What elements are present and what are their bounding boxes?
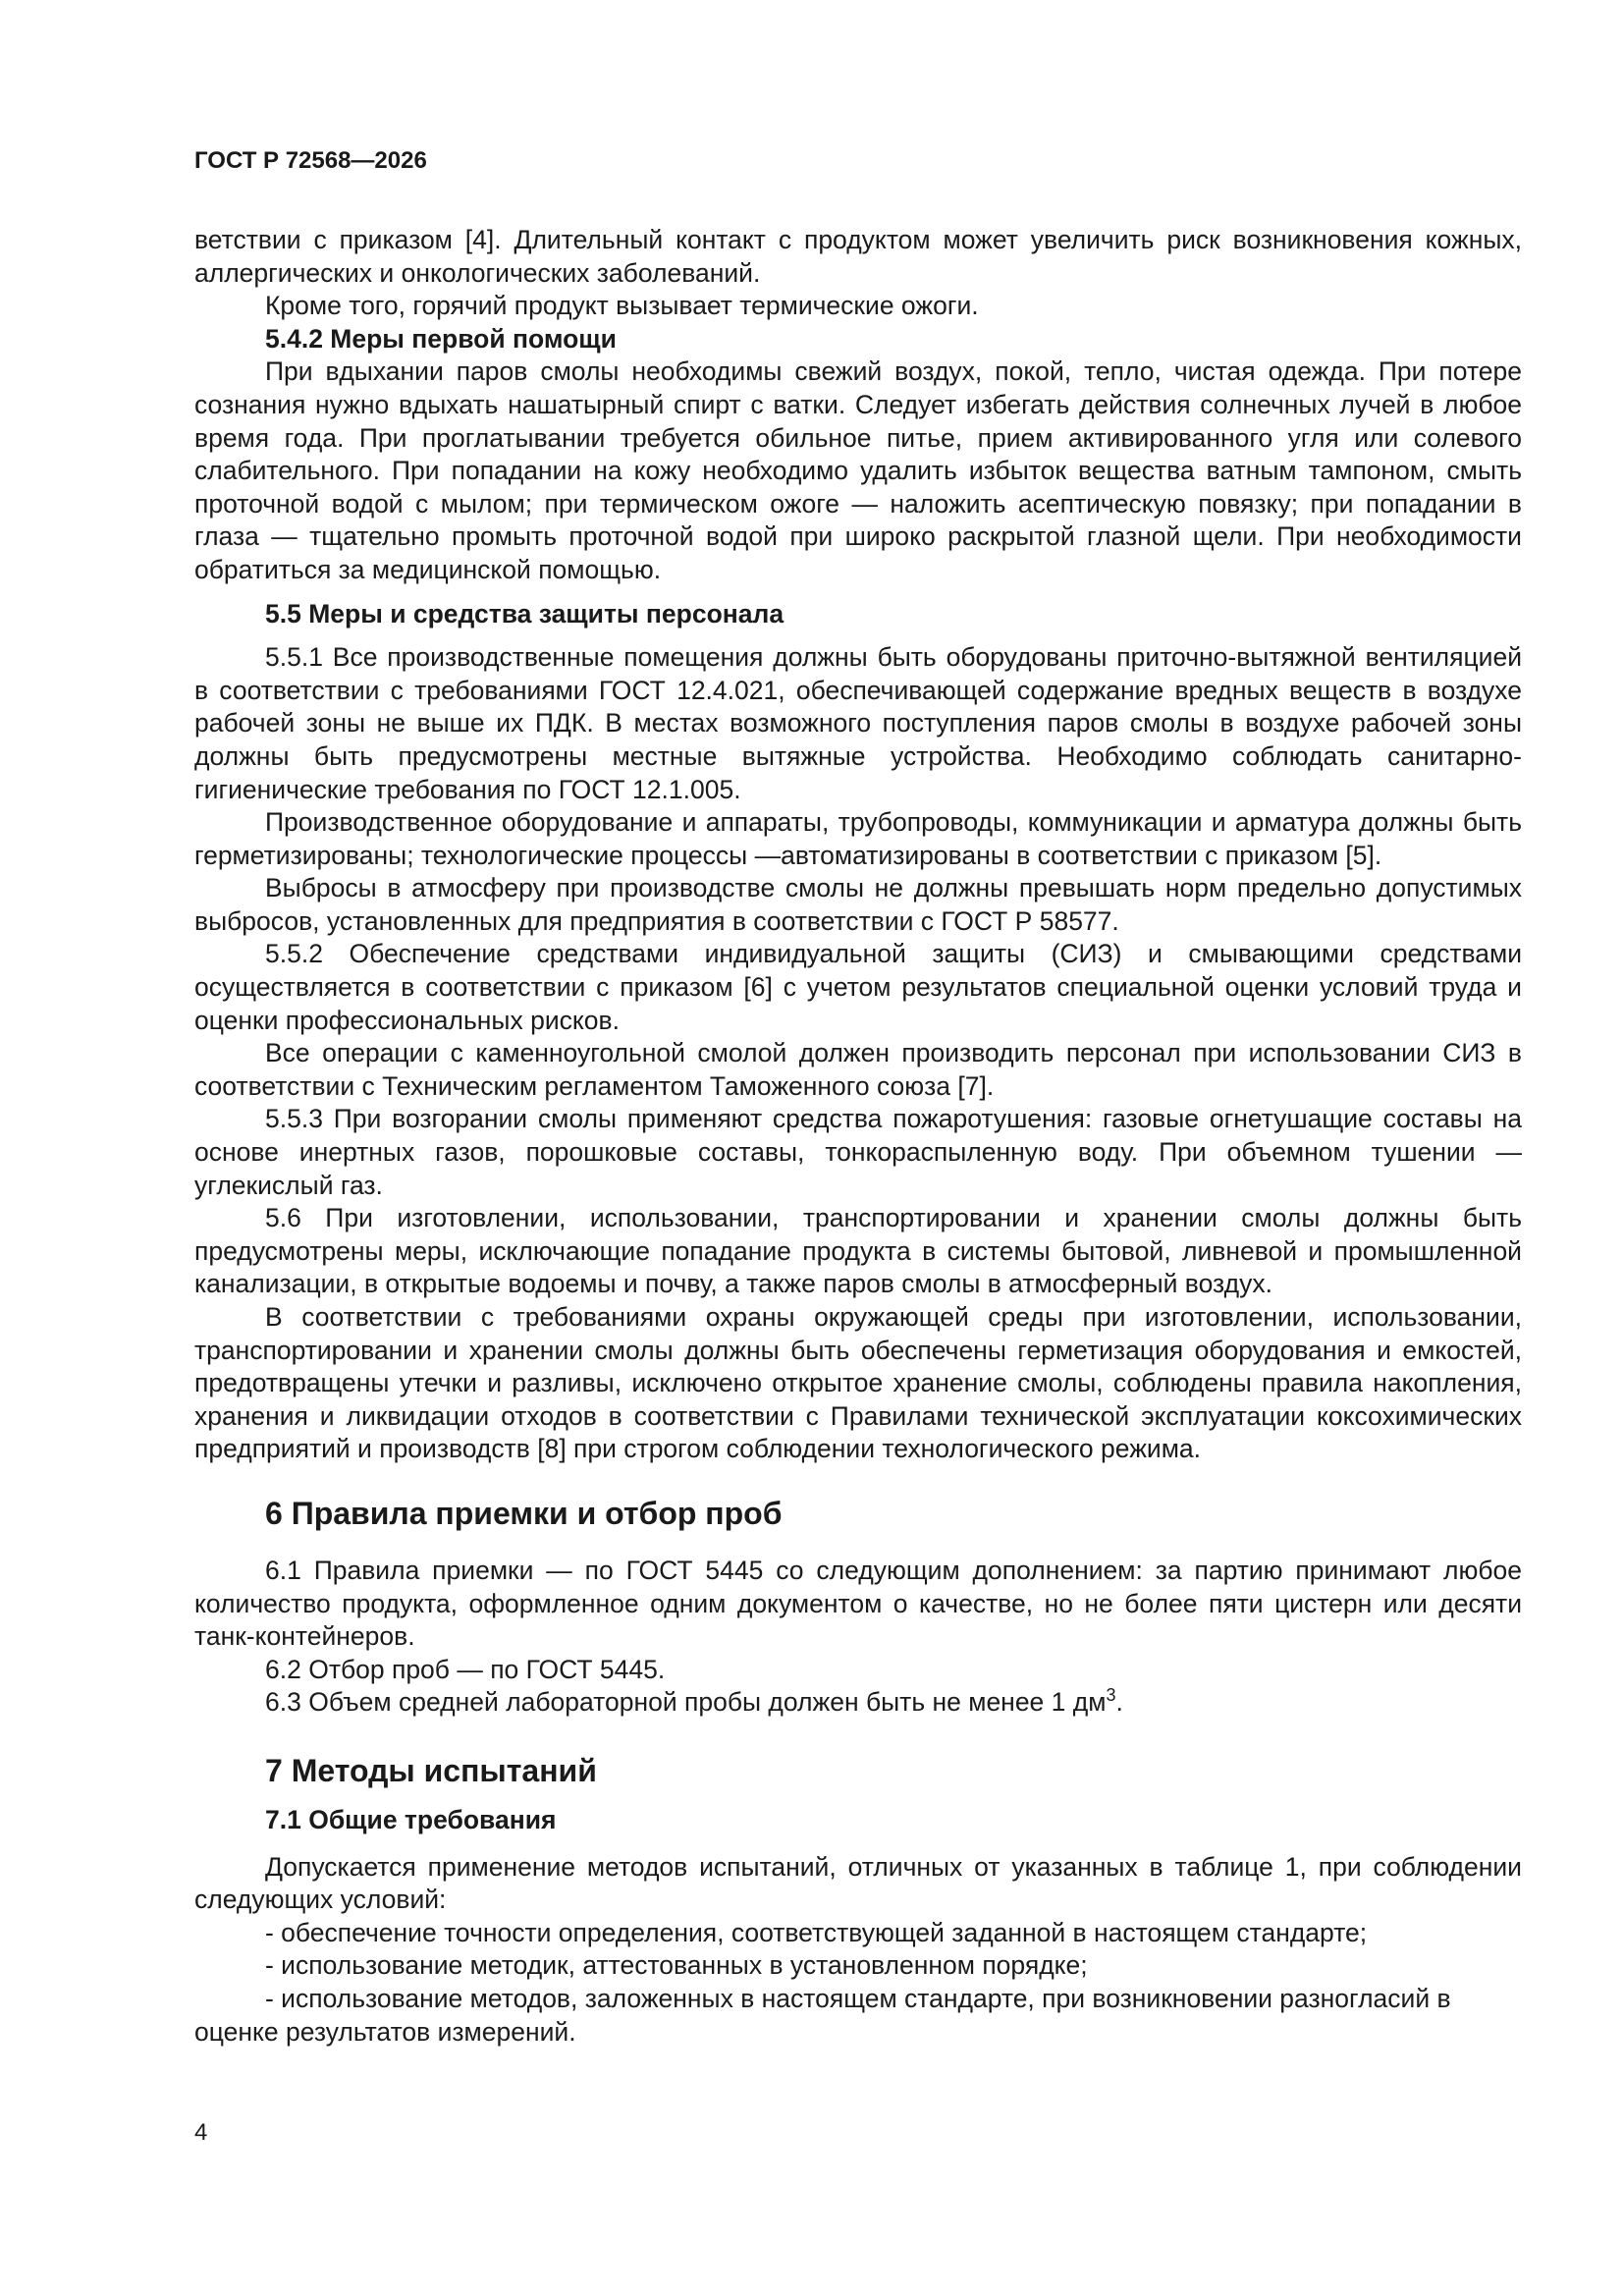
- paragraph-text-end: .: [1115, 1687, 1123, 1718]
- list-item: - обеспечение точности определения, соответствующей заданной в настоящем стандарте;: [265, 1917, 1368, 1947]
- paragraph: 5.6 При изготовлении, использовании, транспортировании и хранении смолы должны быть предусмотрены меры, исключающие попадание продукта в системы бытовой, ливневой и промышленной канализации, в открытые водоемы и почву, а также паров смолы в атмосферный воздух.: [194, 1203, 1522, 1299]
- paragraph: Допускается применение методов испытаний, отличных от указанных в таблице 1, при соблюдении следующих условий:: [194, 1851, 1522, 1915]
- paragraph: 5.5.2 Обеспечение средствами индивидуальной защиты (СИЗ) и смывающими средствами осуществляется в соответствии с приказом [6] с учетом результатов специальной оценки условий труда и оценки профессиональных рисков.: [194, 939, 1522, 1035]
- list-item-continuation: оценке результатов измерений.: [194, 2016, 576, 2047]
- superscript: 3: [1106, 1685, 1116, 1706]
- paragraph: 6.1 Правила приемки — по ГОСТ 5445 со следующим дополнением: за партию принимают любое количество продукта, оформленное одним документом о качестве, но не более пяти цистерн или десяти танк-контейнеров.: [194, 1555, 1522, 1652]
- paragraph: [194, 1686, 1522, 1720]
- document-body: [194, 224, 1522, 2049]
- paragraph: 5.5.1 Все производственные помещения должны быть оборудованы приточно-вытяжной вентиляцией в соответствии с требованиями ГОСТ 12.4.021, обеспечивающей содержание вредных веществ в воздухе рабочей зоны не выше их ПДК. В местах возможного поступления паров смолы в воздухе рабочей зоны должны быть предусмотрены местные вытяжные устройства. Необходимо соблюдать санитарно-гигиенические требования по ГОСТ 12.1.005.: [194, 642, 1522, 804]
- subsection-heading-7-1: 7.1 Общие требования: [265, 1804, 557, 1834]
- paragraph: ветствии с приказом [4]. Длительный контакт с продуктом может увеличить риск возникновения кожных, аллергических и онкологических заболеваний.: [194, 225, 1522, 288]
- page-number: 4: [194, 2119, 208, 2146]
- paragraph: Производственное оборудование и аппараты, трубопроводы, коммуникации и арматура должны быть герметизированы; технологические процессы —автоматизированы в соответствии с приказом [5].: [194, 807, 1522, 870]
- section-heading-7: 7 Методы испытаний: [265, 1752, 597, 1788]
- section-heading-6: 6 Правила приемки и отбор проб: [265, 1495, 783, 1531]
- list-item: [194, 1983, 1522, 2049]
- list-item-text: - использование методов, заложенных в настоящем стандарте, при возникновении разногласий в: [265, 1983, 1451, 2013]
- paragraph: Выбросы в атмосферу при производстве смолы не должны превышать норм предельно допустимых выбросов, установленных для предприятия в соответствии с ГОСТ Р 58577.: [194, 873, 1522, 936]
- paragraph: Все операции с каменноугольной смолой должен производить персонал при использовании СИЗ в соответствии с Техническим регламентом Таможенного союза [7].: [194, 1038, 1522, 1101]
- subsection-heading-5-4-2: 5.4.2 Меры первой помощи: [265, 323, 617, 354]
- paragraph-text: 6.3 Объем средней лабораторной пробы должен быть не менее 1 дм: [265, 1687, 1107, 1718]
- requirements-list: [194, 1917, 1522, 2049]
- document-header: ГОСТ Р 72568—2026: [194, 147, 427, 174]
- paragraph: Кроме того, горячий продукт вызывает термические ожоги.: [265, 291, 979, 321]
- paragraph: 5.5.3 При возгорании смолы применяют средства пожаротушения: газовые огнетушащие составы на основе инертных газов, порошковые составы, тонкораспыленную воду. При объемном тушении — углекислый газ.: [194, 1104, 1522, 1200]
- paragraph: В соответствии с требованиями охраны окружающей среды при изготовлении, использовании, транспортировании и хранении смолы должны быть обеспечены герметизация оборудования и емкостей, предотвращены утечки и разливы, исключено открытое хранение смолы, соблюдены правила накопления, хранения и ликвидации отходов в соответствии с Правилами технической эксплуатации коксохимических предприятий и производств [8] при строгом соблюдении технологического режима.: [194, 1302, 1522, 1464]
- paragraph: При вдыхании паров смолы необходимы свежий воздух, покой, тепло, чистая одежда. При потере сознания нужно вдыхать нашатырный спирт с ватки. Следует избегать действия солнечных лучей в любое время года. При проглатывании требуется обильное питье, прием активированного угля или солевого слабительного. При попадании на кожу необходимо удалить избыток вещества ватным тампоном, смыть проточной водой с мылом; при термическом ожоге — наложить асептическую повязку; при попадании в глаза — тщательно промыть проточной водой при широко раскрытой глазной щели. При необходимости обратиться за медицинской помощью.: [194, 356, 1522, 584]
- section-heading-5-5: 5.5 Меры и средства защиты персонала: [265, 598, 784, 629]
- list-item: - использование методик, аттестованных в установленном порядке;: [265, 1950, 1088, 1981]
- paragraph: 6.2 Отбор проб — по ГОСТ 5445.: [265, 1654, 666, 1684]
